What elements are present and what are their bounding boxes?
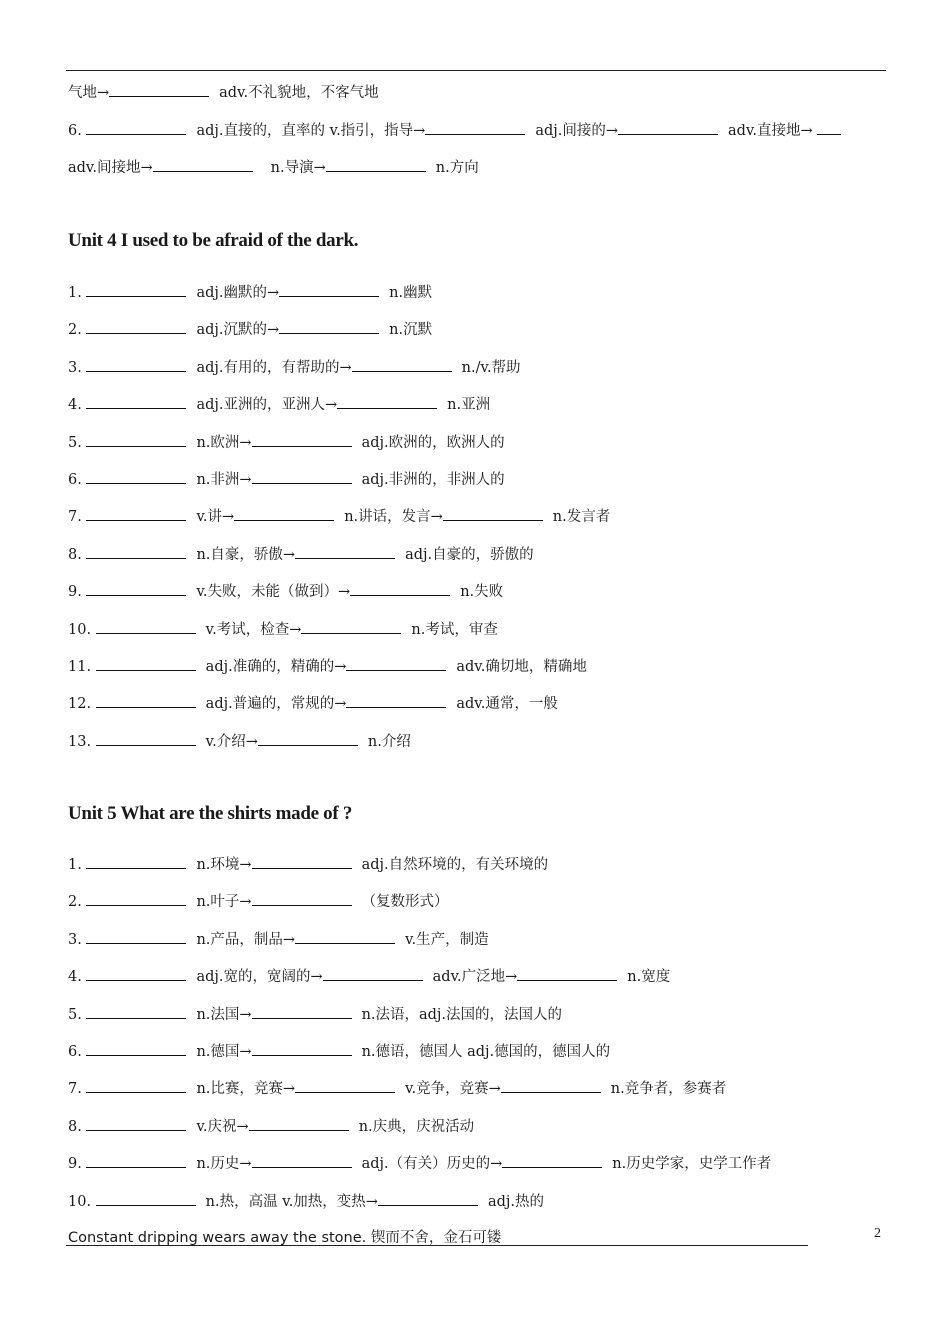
- answer-blank[interactable]: [96, 1190, 196, 1206]
- term-text: 气地→: [68, 85, 110, 101]
- vocab-item: [68, 393, 490, 415]
- item-number: 3.: [68, 359, 87, 376]
- term-text: n.庆典，庆祝活动: [358, 1118, 475, 1135]
- footer-motto: Constant dripping wears away the stone. 锲而不舍，金石可镂: [68, 1230, 502, 1246]
- vocab-line-6-cont: [68, 156, 479, 178]
- answer-blank[interactable]: [96, 655, 196, 671]
- item-number: 8.: [68, 1118, 87, 1135]
- term-text: n.导演→: [270, 160, 326, 176]
- term-text: v.庆祝→: [196, 1118, 249, 1135]
- term-text: v.讲→: [196, 509, 235, 526]
- vocab-item: [68, 655, 587, 677]
- term-text: adj.自然环境的，有关环境的: [361, 857, 549, 873]
- answer-blank[interactable]: [323, 965, 423, 981]
- item-number: 10.: [68, 621, 96, 638]
- vocab-item: [68, 890, 449, 912]
- answer-blank[interactable]: [86, 505, 186, 521]
- vocab-item: [68, 618, 498, 640]
- term-text: n.沉默: [389, 322, 433, 339]
- answer-blank[interactable]: [279, 281, 379, 297]
- answer-blank[interactable]: [86, 965, 186, 981]
- item-number: 1.: [68, 857, 87, 873]
- unit5-heading: Unit 5 What are the shirts made of ?: [68, 803, 353, 824]
- answer-blank[interactable]: [352, 356, 452, 372]
- term-text: n.亚洲: [447, 397, 491, 414]
- term-text: adj.自豪的，骄傲的: [405, 546, 534, 563]
- term-text: adj.宽的，宽阔的→: [196, 969, 323, 986]
- answer-blank[interactable]: [350, 580, 450, 596]
- answer-blank[interactable]: [86, 928, 186, 944]
- answer-blank[interactable]: [501, 1077, 601, 1093]
- vocab-item: [68, 281, 432, 303]
- answer-blank[interactable]: [252, 431, 352, 447]
- term-text: n.宽度: [627, 969, 671, 986]
- item-number: 8.: [68, 546, 87, 563]
- term-text: n.德国→: [196, 1044, 252, 1060]
- vocab-item: [68, 505, 610, 527]
- term-text: v.介绍→: [205, 733, 258, 750]
- term-text: adv.不礼貌地，不客气地: [219, 85, 379, 101]
- term-text: n.幽默: [389, 285, 433, 301]
- answer-blank[interactable]: [86, 393, 186, 409]
- term-text: adj.有用的，有帮助的→: [196, 359, 352, 376]
- vocab-item: [68, 730, 411, 752]
- answer-blank[interactable]: [258, 730, 358, 746]
- page-number: 2: [874, 1226, 881, 1241]
- answer-blank[interactable]: [443, 505, 543, 521]
- item-number: 4.: [68, 397, 87, 414]
- vocab-item: [68, 853, 548, 875]
- term-text: n.发言者: [552, 509, 611, 526]
- vocab-item: [68, 543, 534, 565]
- item-number: 4.: [68, 969, 87, 986]
- vocab-item: [68, 1190, 544, 1212]
- term-text: adj.热的: [487, 1193, 545, 1210]
- answer-blank[interactable]: [249, 1115, 349, 1131]
- item-number: 13.: [68, 733, 96, 750]
- term-text: adj.欧洲的，欧洲人的: [361, 434, 505, 451]
- term-text: adv.直接地→: [728, 123, 813, 139]
- answer-blank[interactable]: [252, 1003, 352, 1019]
- term-text: n.方向: [435, 160, 479, 176]
- item-number: 9.: [68, 1156, 87, 1173]
- term-text: n.自豪，骄傲→: [196, 546, 296, 563]
- item-number: 6.: [68, 472, 87, 488]
- term-text: adv.间接地→: [68, 160, 153, 176]
- term-text: n./v.帮助: [461, 359, 521, 376]
- vocab-item: [68, 692, 558, 714]
- vocab-item: [68, 1003, 562, 1025]
- term-text: adj.沉默的→: [196, 322, 280, 339]
- answer-blank[interactable]: [86, 468, 186, 484]
- term-text: adj.普遍的，常规的→: [205, 696, 347, 713]
- item-number: 6.: [68, 123, 82, 139]
- item-number: 9.: [68, 584, 87, 601]
- answer-blank[interactable]: [301, 618, 401, 634]
- answer-blank[interactable]: [86, 318, 186, 334]
- term-text: adj.幽默的→: [196, 285, 280, 301]
- answer-blank[interactable]: [86, 1040, 186, 1056]
- term-text: n.失败: [460, 584, 504, 601]
- answer-blank[interactable]: [234, 505, 334, 521]
- answer-blank[interactable]: [252, 468, 352, 484]
- unit4-heading: Unit 4 I used to be afraid of the dark.: [68, 230, 359, 251]
- answer-blank[interactable]: [346, 655, 446, 671]
- answer-blank[interactable]: [326, 156, 426, 172]
- answer-blank[interactable]: [817, 119, 841, 135]
- term-text: n.讲话，发言→: [344, 509, 443, 526]
- answer-blank[interactable]: [618, 119, 718, 135]
- answer-blank[interactable]: [96, 730, 196, 746]
- answer-blank[interactable]: [86, 890, 186, 906]
- term-text: adv.广泛地→: [432, 969, 518, 986]
- term-text: adv.通常，一般: [456, 696, 558, 713]
- answer-blank[interactable]: [86, 431, 186, 447]
- answer-blank[interactable]: [517, 965, 617, 981]
- answer-blank[interactable]: [295, 543, 395, 559]
- answer-blank[interactable]: [252, 890, 352, 906]
- term-text: n.介绍: [367, 733, 411, 750]
- item-number: 2.: [68, 322, 87, 339]
- answer-blank[interactable]: [86, 281, 186, 297]
- answer-blank[interactable]: [252, 1040, 352, 1056]
- answer-blank[interactable]: [86, 1115, 186, 1131]
- answer-blank[interactable]: [86, 356, 186, 372]
- answer-blank[interactable]: [86, 1152, 186, 1168]
- answer-blank[interactable]: [337, 393, 437, 409]
- vocab-item: [68, 356, 521, 378]
- answer-blank[interactable]: [279, 318, 379, 334]
- answer-blank[interactable]: [252, 1152, 352, 1168]
- item-number: 5.: [68, 434, 87, 451]
- vocab-item: [68, 1152, 771, 1174]
- term-text: n.环境→: [196, 857, 252, 873]
- answer-blank[interactable]: [86, 119, 186, 135]
- answer-blank[interactable]: [295, 928, 395, 944]
- term-text: n.叶子→: [196, 894, 252, 911]
- term-text: adj.准确的，精确的→: [205, 659, 347, 675]
- item-number: 11.: [68, 659, 96, 675]
- answer-blank[interactable]: [86, 580, 186, 596]
- term-text: v.竞争，竞赛→: [405, 1081, 501, 1098]
- vocab-item: [68, 1077, 726, 1099]
- item-number: 7.: [68, 509, 87, 526]
- answer-blank[interactable]: [86, 1077, 186, 1093]
- answer-blank[interactable]: [86, 543, 186, 559]
- answer-blank[interactable]: [96, 692, 196, 708]
- answer-blank[interactable]: [502, 1152, 602, 1168]
- answer-blank[interactable]: [153, 156, 253, 172]
- term-text: n.比赛，竞赛→: [196, 1081, 296, 1098]
- term-text: adv.确切地，精确地: [456, 659, 587, 675]
- item-number: 3.: [68, 931, 87, 948]
- answer-blank[interactable]: [425, 119, 525, 135]
- header-rule: [66, 70, 886, 71]
- vocab-item: [68, 580, 503, 602]
- item-number: 12.: [68, 696, 96, 713]
- vocab-line-continuation: [68, 81, 379, 103]
- term-text: v.生产，制造: [405, 931, 489, 948]
- answer-blank[interactable]: [346, 692, 446, 708]
- term-text: n.竞争者，参赛者: [610, 1081, 727, 1098]
- term-text: n.历史→: [196, 1156, 252, 1173]
- answer-blank[interactable]: [86, 853, 186, 869]
- item-number: 10.: [68, 1193, 96, 1210]
- term-text: n.欧洲→: [196, 434, 252, 451]
- vocab-item: [68, 468, 505, 490]
- vocab-item: [68, 431, 505, 453]
- term-text: n.法语，adj.法国的，法国人的: [361, 1006, 563, 1023]
- term-text: adj.非洲的，非洲人的: [361, 472, 505, 488]
- vocab-item: [68, 965, 670, 987]
- term-text: （复数形式）: [361, 894, 449, 911]
- answer-blank[interactable]: [252, 853, 352, 869]
- term-text: n.历史学家，史学工作者: [612, 1156, 772, 1173]
- term-text: n.产品，制品→: [196, 931, 296, 948]
- item-number: 2.: [68, 894, 87, 911]
- answer-blank[interactable]: [295, 1077, 395, 1093]
- vocab-item: [68, 1115, 474, 1137]
- term-text: adj.直接的，直率的 v.指引，指导→: [196, 123, 426, 139]
- term-text: v.失败，未能（做到）→: [196, 584, 351, 601]
- term-text: adj.（有关）历史的→: [361, 1156, 503, 1173]
- term-text: adj.间接的→: [535, 123, 619, 139]
- term-text: n.热，高温 v.加热，变热→: [205, 1193, 378, 1210]
- footer-rule: [66, 1245, 808, 1246]
- item-number: 7.: [68, 1081, 87, 1098]
- term-text: adj.亚洲的，亚洲人→: [196, 397, 338, 414]
- term-text: n.法国→: [196, 1006, 252, 1023]
- answer-blank[interactable]: [378, 1190, 478, 1206]
- item-number: 5.: [68, 1006, 87, 1023]
- term-text: n.考试，审查: [411, 621, 498, 638]
- vocab-line-6: [68, 119, 845, 141]
- term-text: n.德语，德国人 adj.德国的，德国人的: [361, 1044, 611, 1060]
- vocab-item: [68, 928, 489, 950]
- term-text: n.非洲→: [196, 472, 252, 488]
- item-number: 6.: [68, 1044, 87, 1060]
- vocab-item: [68, 318, 432, 340]
- answer-blank[interactable]: [109, 81, 209, 97]
- vocab-item: [68, 1040, 610, 1062]
- answer-blank[interactable]: [86, 1003, 186, 1019]
- answer-blank[interactable]: [96, 618, 196, 634]
- term-text: v.考试，检查→: [205, 621, 302, 638]
- item-number: 1.: [68, 285, 87, 301]
